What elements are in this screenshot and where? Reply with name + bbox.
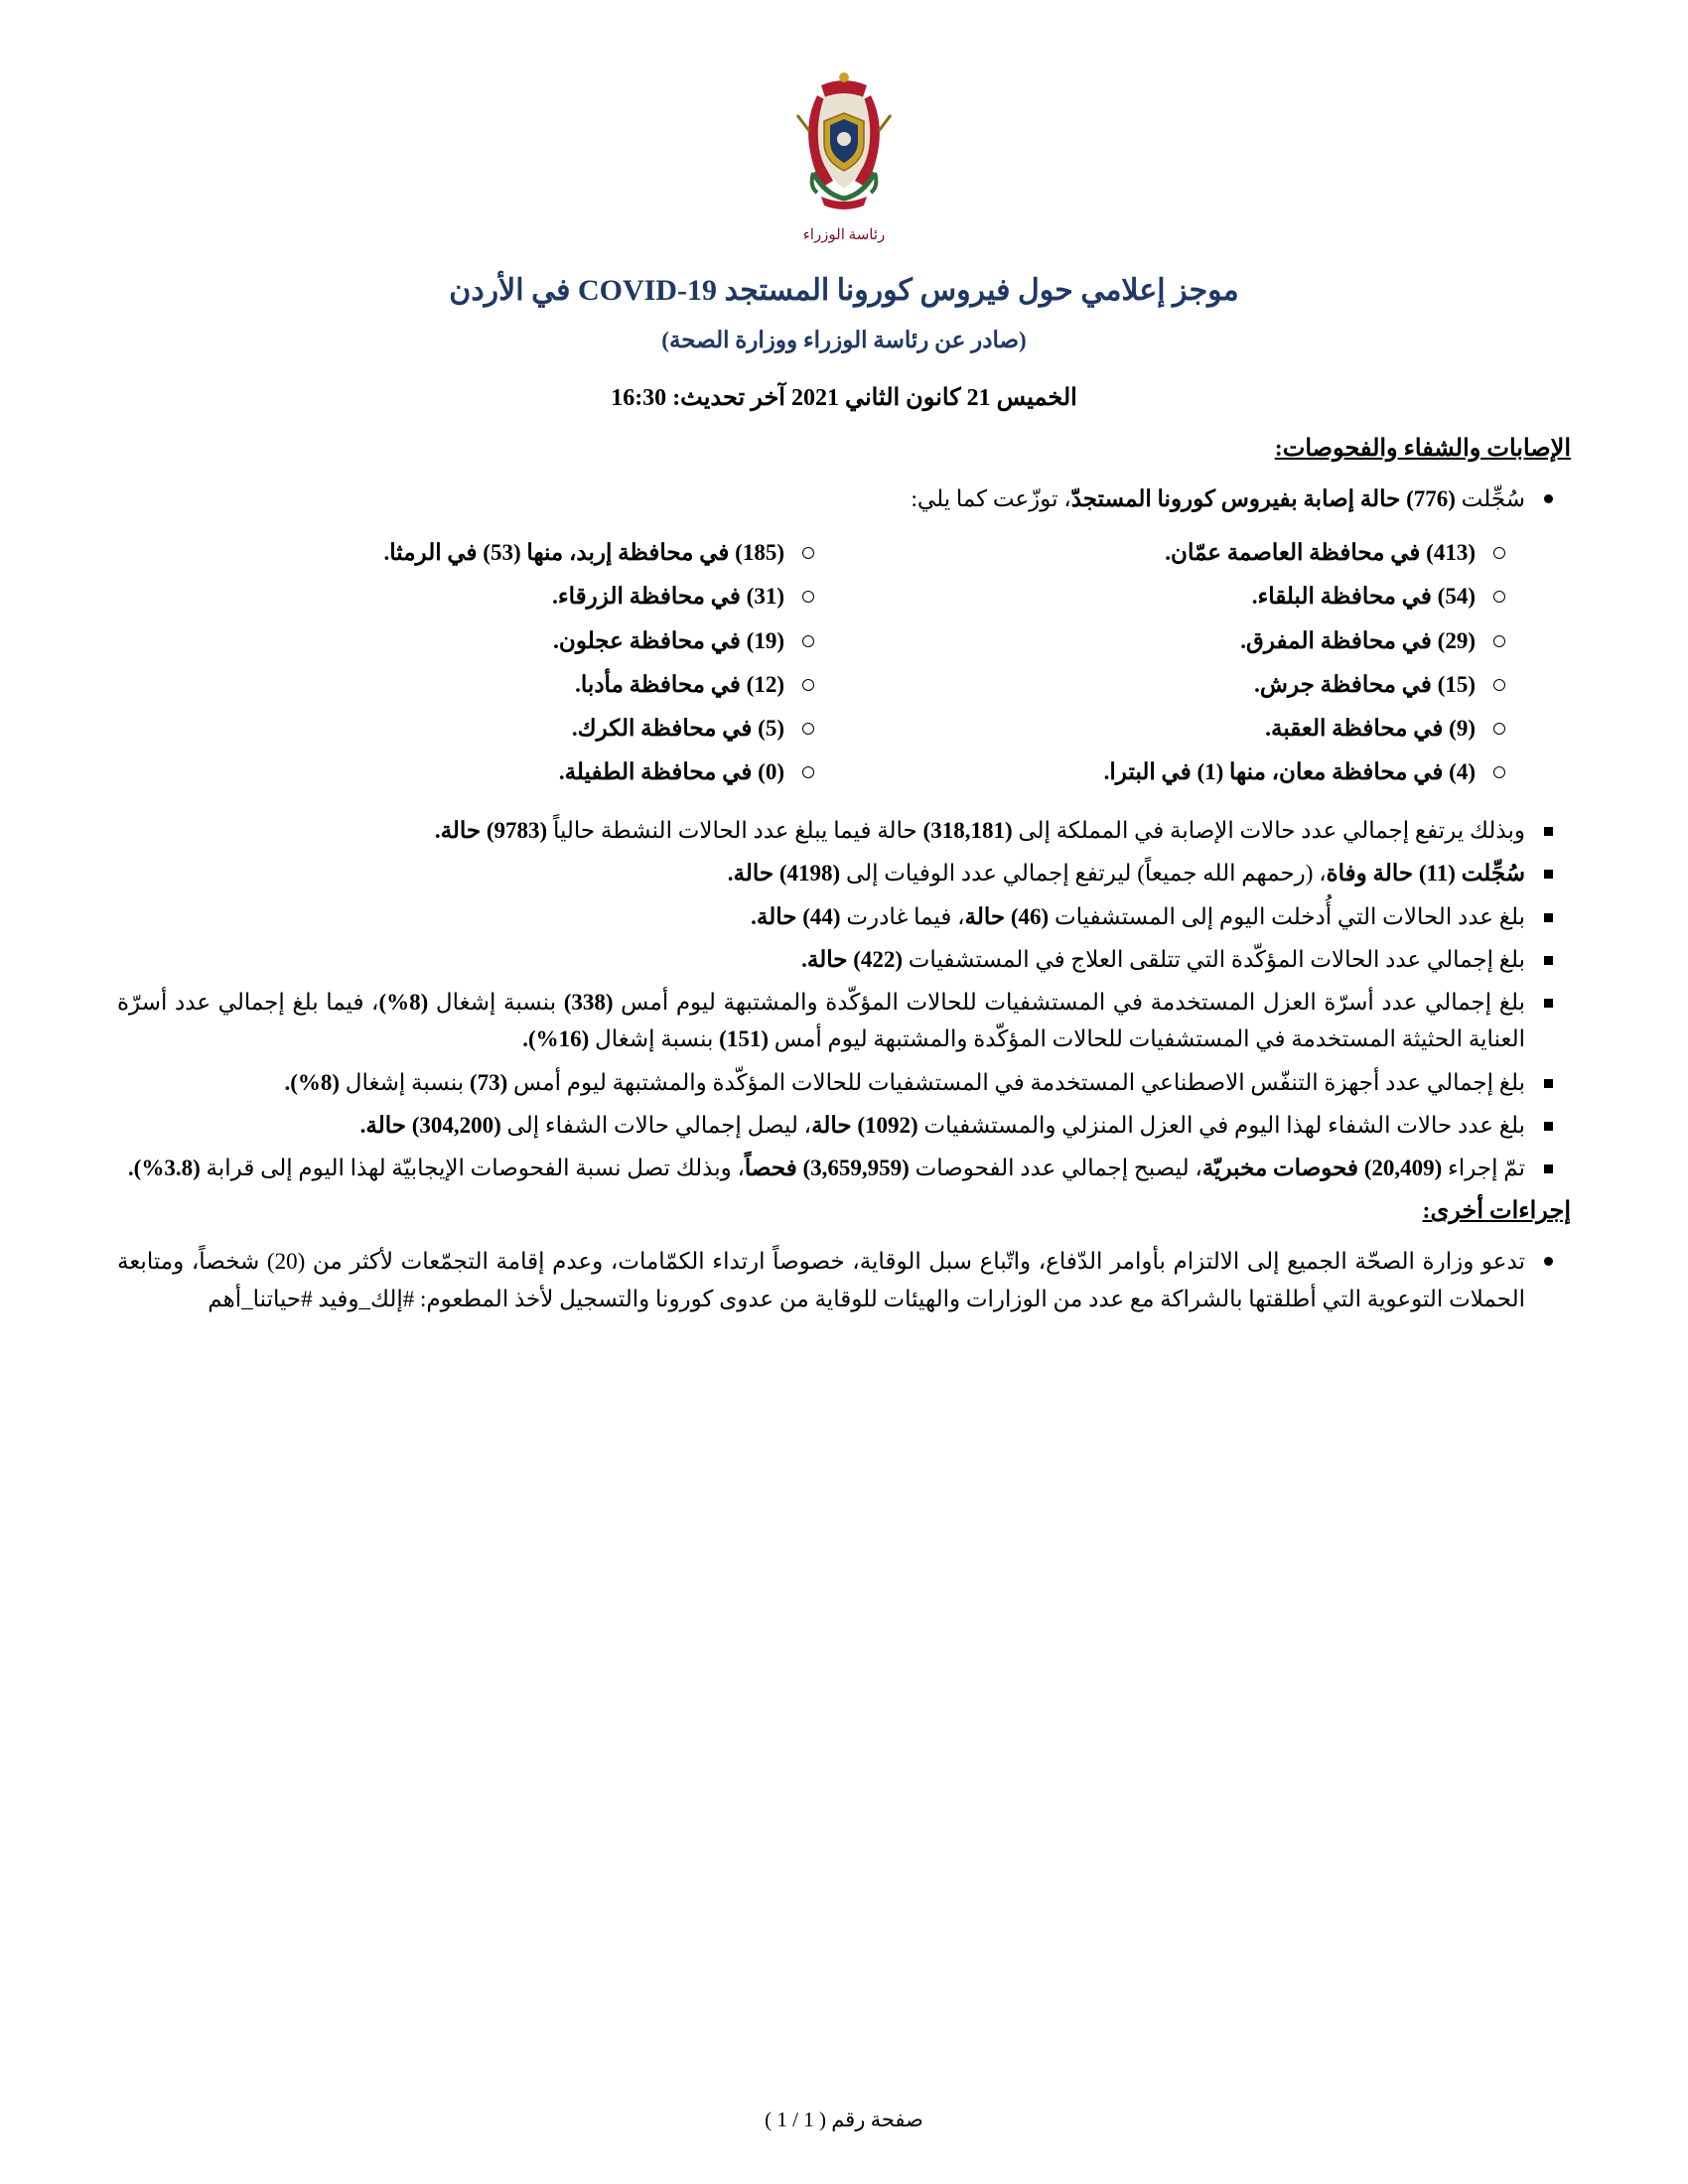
stat-fragment: (304,200) حالة.	[359, 1112, 501, 1138]
statistic-ventilators	[117, 1064, 1525, 1101]
governorate-item: (29) في محافظة المفرق.	[844, 619, 1476, 663]
statistic-in-treatment	[117, 941, 1525, 978]
statistic-recoveries	[117, 1107, 1525, 1144]
stat-fragment: (422) حالة.	[801, 946, 904, 972]
stat-fragment: بلغ إجمالي عدد أسرّة العزل المستخدمة في المستشفيات للحالات المؤكّدة والمشتبهة ليوم أمس	[613, 990, 1526, 1016]
stat-fragment: وبذلك يرتفع إجمالي عدد حالات الإصابة في المملكة إلى	[1012, 818, 1525, 844]
stat-fragment: (4198) حالة.	[727, 861, 841, 887]
stat-fragment: (3.8%).	[127, 1156, 201, 1181]
stat-fragment: ، فيما بلغ إجمالي عدد أسرّة العناية الحثيثة المستخدمة في المستشفيات للحالات المؤكّدة والمشتبهة ليوم أمس	[117, 990, 1525, 1052]
emblem-caption: رئاسة الوزراء	[802, 227, 886, 243]
intro-bold: حالة إصابة بفيروس كورونا المستجدّ	[1070, 486, 1401, 511]
governorate-column-left	[117, 531, 844, 794]
stat-fragment: ، وبذلك تصل نسبة الفحوصات الإيجابيّة لهذا اليوم إلى قرابة	[200, 1156, 745, 1181]
page-title: موجز إعلامي حول فيروس كورونا المستجد COVID-19 في الأردن	[449, 274, 1239, 307]
governorate-item: (15) في محافظة جرش.	[844, 663, 1476, 707]
stat-fragment: سُجِّلت	[1455, 861, 1525, 887]
stat-fragment: (46) حالة	[964, 903, 1050, 929]
section-heading-other: إجراءات أخرى:	[1422, 1198, 1571, 1225]
governorate-item: (5) في محافظة الكرك.	[117, 707, 784, 751]
stat-fragment: بلغ إجمالي عدد أجهزة التنفّس الاصطناعي المستخدمة في المستشفيات للحالات المؤكّدة والمشتبهة ليوم أمس	[507, 1069, 1525, 1095]
other-measures-list	[117, 1243, 1571, 1317]
intro-suffix: ، توزّعت كما يلي:	[911, 486, 1071, 511]
stat-fragment: ، فيما غادرت	[840, 903, 965, 929]
stat-fragment: (16%).	[522, 1026, 590, 1052]
statistic-admissions	[117, 898, 1525, 935]
stat-fragment: (8%)	[378, 990, 429, 1016]
jordan-coat-of-arms-icon	[770, 69, 918, 218]
stat-fragment: (3,659,959) فحصاً	[744, 1156, 910, 1181]
stat-fragment: ، ليصبح إجمالي عدد الفحوصات	[909, 1156, 1202, 1181]
stat-fragment: تمّ إجراء	[1442, 1156, 1525, 1181]
stat-fragment: بلغ إجمالي عدد الحالات المؤكّدة التي تتلقى العلاج في المستشفيات	[903, 946, 1525, 972]
stat-fragment: (11) حالة وفاة	[1326, 861, 1456, 887]
statistics-list	[117, 812, 1571, 1186]
governorate-item: (185) في محافظة إربد، منها (53) في الرمثا.	[117, 531, 784, 575]
statistic-tests	[117, 1150, 1525, 1186]
governorate-item: (12) في محافظة مأدبا.	[117, 663, 784, 707]
governorate-item: (9) في محافظة العقبة.	[844, 707, 1476, 751]
governorate-item: (413) في محافظة العاصمة عمّان.	[844, 531, 1476, 575]
governorate-item: (31) في محافظة الزرقاء.	[117, 575, 784, 618]
statistic-total-cases	[117, 812, 1525, 849]
governorate-item: (0) في محافظة الطفيلة.	[117, 751, 784, 794]
stat-fragment: (44) حالة.	[751, 903, 841, 929]
stat-fragment: بنسبة إشغال	[589, 1026, 720, 1052]
stat-fragment: (8%).	[284, 1069, 341, 1095]
page-subtitle: (صادر عن رئاسة الوزراء ووزارة الصحة)	[661, 328, 1027, 352]
stat-fragment: ، (رحمهم الله جميعاً) ليرتفع إجمالي عدد الوفيات إلى	[840, 861, 1327, 887]
page-footer: صفحة رقم ( 1 / 1 )	[765, 2108, 923, 2131]
governorate-item: (54) في محافظة البلقاء.	[844, 575, 1476, 618]
statistic-deaths	[117, 855, 1525, 891]
intro-line	[117, 480, 1525, 517]
section-heading-cases: الإصابات والشفاء والفحوصات:	[1274, 436, 1571, 462]
governorate-column-right	[844, 531, 1571, 794]
stat-fragment: (338)	[563, 990, 614, 1016]
governorate-item: (4) في محافظة معان، منها (1) في البترا.	[844, 751, 1476, 794]
measure-ministry-call: تدعو وزارة الصحّة الجميع إلى الالتزام بأوامر الدّفاع، واتّباع سبل الوقاية، خصوصاً ارتداء الكمّامات، وعدم إقامة التجمّعات لأكثر من (20) شخصاً، ومتابعة الحملات التوعوية التي أطلقتها بالشراكة مع عدد من الوزارات والهيئات للوقاية من عدوى كورونا والتسجيل لأخذ المطعوم: #إلك_وفيد #حياتنا_أهم	[117, 1243, 1525, 1317]
stat-fragment: (20,409) فحوصات مخبريّة	[1201, 1156, 1443, 1181]
intro-list	[117, 480, 1571, 517]
stat-fragment: حالة فيما يبلغ عدد الحالات النشطة حالياً	[547, 818, 923, 844]
stat-fragment: (9783) حالة.	[434, 818, 548, 844]
last-update-date: الخميس 21 كانون الثاني 2021 آخر تحديث: 16:30	[611, 385, 1077, 411]
governorate-item: (19) في محافظة عجلون.	[117, 619, 784, 663]
stat-fragment: بلغ عدد حالات الشفاء لهذا اليوم في العزل المنزلي والمستشفيات	[917, 1112, 1525, 1138]
stat-fragment: (151)	[719, 1026, 769, 1052]
stat-fragment: (73)	[469, 1069, 508, 1095]
stat-fragment: بلغ عدد الحالات التي أُدخلت اليوم إلى المستشفيات	[1049, 903, 1525, 929]
intro-count: (776)	[1406, 486, 1456, 511]
intro-prefix: سُجِّلت	[1461, 486, 1525, 511]
statistic-beds-occupancy	[117, 984, 1525, 1058]
stat-fragment: (318,181)	[922, 818, 1013, 844]
stat-fragment: (1092) حالة	[811, 1112, 918, 1138]
governorate-breakdown	[117, 531, 1571, 794]
stat-fragment: بنسبة إشغال	[340, 1069, 470, 1095]
stat-fragment: ، ليصل إجمالي حالات الشفاء إلى	[500, 1112, 812, 1138]
emblem-block	[117, 69, 1571, 244]
stat-fragment: بنسبة إشغال	[428, 990, 564, 1016]
